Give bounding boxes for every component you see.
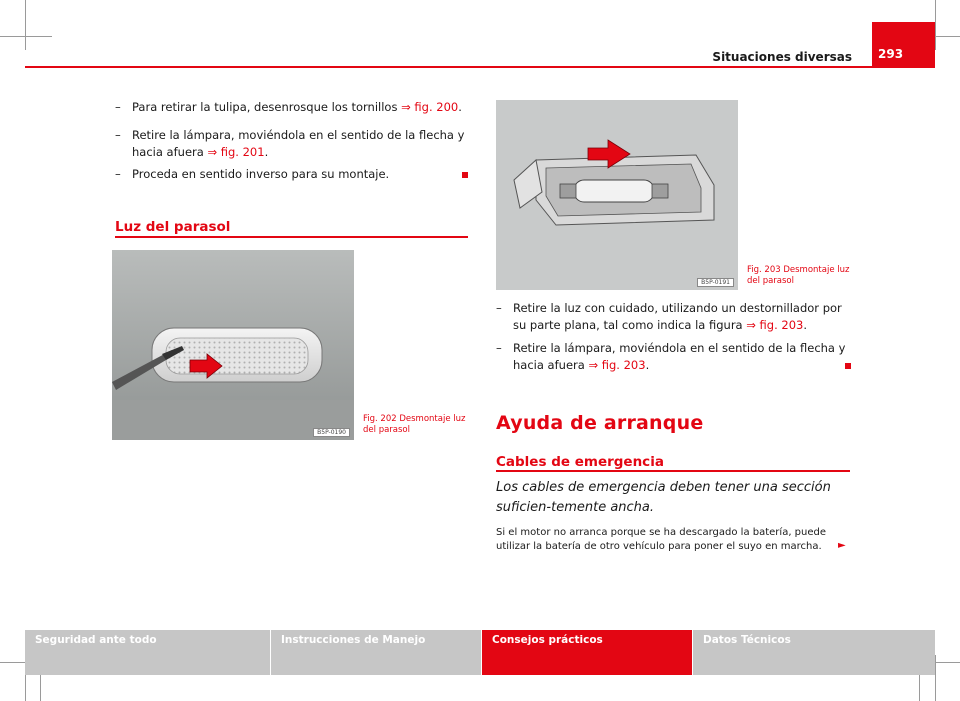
bullet-text: Retire la luz con cuidado, utilizando un destornillador por su parte plana, tal como indica la figura: [513, 301, 842, 332]
header-rule: [25, 66, 935, 68]
footer-tab-label: Consejos prácticos: [492, 634, 603, 646]
bullet-tail: .: [458, 100, 462, 114]
footer-tab-label: Seguridad ante todo: [35, 634, 157, 646]
page-number: 293: [872, 22, 935, 68]
figure-link[interactable]: ⇒ fig. 203: [746, 318, 804, 332]
bullet-text: Retire la lámpara, moviéndola en el sentido de la flecha y hacia afuera: [132, 128, 465, 159]
continue-arrow-icon: ►: [838, 540, 846, 551]
list-item: [115, 127, 470, 161]
list-item: [115, 99, 470, 116]
bullet-dash: –: [115, 100, 121, 114]
figure-202-image: [112, 250, 354, 440]
crop-mark: [0, 36, 52, 37]
bullet-text: Para retirar la tulipa, desenrosque los tornillos: [132, 100, 402, 114]
bullet-tail: .: [264, 145, 269, 159]
crop-mark: [25, 0, 26, 50]
intro-text: Los cables de emergencia deben tener una sección suficien-temente ancha.: [496, 480, 831, 515]
figure-caption: [747, 265, 849, 287]
footer-tab-label: Datos Técnicos: [703, 634, 791, 646]
bullet-text: Proceda en sentido inverso para su montaje.: [132, 167, 390, 181]
bullet-dash: –: [496, 341, 502, 355]
crop-mark: [40, 675, 41, 701]
chapter-heading: Ayuda de arranque: [496, 412, 704, 434]
list-item: [496, 340, 851, 374]
crop-mark: [935, 0, 936, 50]
caption-line: Fig. 202 Desmontaje luz: [363, 414, 466, 424]
end-marker: [845, 363, 851, 369]
crop-mark: [935, 655, 936, 701]
bullet-dash: –: [496, 301, 502, 315]
footer-tab-label: Instrucciones de Manejo: [281, 634, 426, 646]
header-section-title: Situaciones diversas: [712, 50, 852, 64]
figure-link[interactable]: ⇒ fig. 203: [588, 358, 646, 372]
bullet-dash: –: [115, 128, 121, 142]
figure-code: B5P-0190: [313, 428, 350, 437]
figure-code: B5P-0191: [697, 278, 734, 287]
bullet-text: Retire la lámpara, moviéndola en el sentido de la flecha y hacia afuera: [513, 341, 846, 372]
section-heading: Cables de emergencia: [496, 454, 664, 470]
caption-line: del parasol: [363, 425, 410, 435]
footer-tab-instrucciones[interactable]: [271, 630, 481, 675]
figure-203-image: [496, 100, 738, 290]
end-marker: [462, 172, 468, 178]
bullet-tail: .: [645, 358, 650, 372]
footer-tab-consejos[interactable]: [482, 630, 692, 675]
caption-line: Fig. 203 Desmontaje luz: [747, 265, 850, 275]
figure-link[interactable]: ⇒ fig. 200: [401, 100, 459, 114]
section-heading: Luz del parasol: [115, 219, 231, 235]
body-text: Si el motor no arranca porque se ha descargado la batería, puede utilizar la batería de otro vehículo para poner el suyo en marcha.: [496, 527, 827, 552]
bullet-dash: –: [115, 167, 121, 181]
list-item: [496, 300, 851, 334]
footer-tab-seguridad[interactable]: [25, 630, 270, 675]
crop-mark: [919, 675, 920, 701]
bullet-tail: .: [803, 318, 808, 332]
figure-link[interactable]: ⇒ fig. 201: [207, 145, 265, 159]
section-rule: [496, 470, 850, 472]
caption-line: del parasol: [747, 276, 794, 286]
figure-caption: [363, 414, 465, 436]
footer-tab-datos[interactable]: [693, 630, 935, 675]
section-rule: [115, 236, 468, 238]
list-item: [115, 166, 470, 183]
